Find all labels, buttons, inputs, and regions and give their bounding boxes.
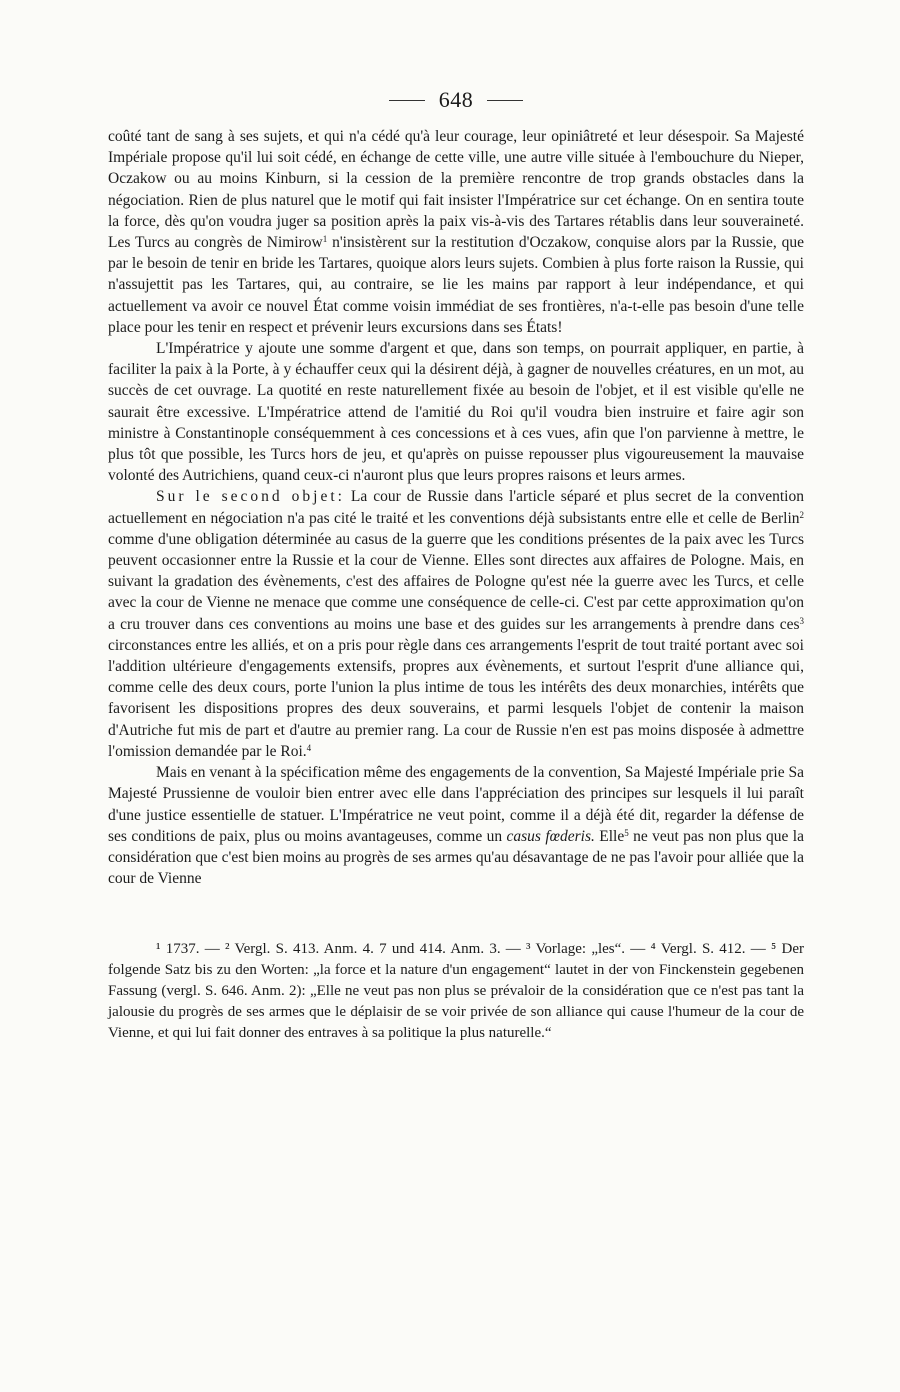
paragraph-1-text-cont: n'insistèrent sur la restitution d'Oczakow, conquise alors par la Russie, que par le besoin de tenir en bride les Tartares, quoique alors leurs sujets. Combien à plus forte raison la Russie, qui n'assujettit pas les Tartares, qui, au contraire, se lie les mains par rapport à leur indépendance, et qui actuellement va avoir ce nouvel État comme voisin immédiat de ses frontières, n'a-t-elle pas besoin d'une telle place pour les tenir en respect et prévenir leurs excursions dans ses États! bbox=[108, 234, 804, 336]
footnote-ref-1: 1 bbox=[322, 234, 328, 245]
footnote-ref-3: 3 bbox=[799, 615, 804, 626]
paragraph-4 bbox=[108, 762, 804, 889]
page-header bbox=[108, 84, 804, 116]
paragraph-1-text: coûté tant de sang à ses sujets, et qui n'a cédé qu'à leur courage, leur opiniâtreté et leur désespoir. Sa Majesté Impériale propose qu'il lui soit cédé, en échange de cette ville, une autre ville située à l'embouchure du Nieper, Oczakow ou au moins Kinburn, si la cession de la première rencontre de trop grands obstacles dans la négociation. Rien de plus naturel que le motif qui fait insister l'Impératrice sur cet échange. On en sentira toute la force, dès qu'on voudra juger sa position après la paix vis-à-vis des Tartares rétablis dans leur souveraineté. Les Turcs au congrès de Nimirow bbox=[108, 128, 804, 252]
paragraph-2: L'Impératrice y ajoute une somme d'argent et que, dans son temps, on pourrait appliquer, en partie, à faciliter la paix à la Porte, à y échauffer ceux qui la désirent déjà, à gagner de nouvelles créatures, en un mot, au succès de cet ouvrage. La quotité en reste naturellement fixée au besoin de l'objet, et il est visible qu'elle ne saurait être excessive. L'Impératrice attend de l'amitié du Roi qu'il voudra bien instruire et faire agir son ministre à Constantinople conséquemment à ces concessions et à ces vues, afin que l'on parvienne à mettre, le plus tôt que possible, les Turcs hors de jeu, et qu'après on puisse repousser plus vigoureusement la mauvaise volonté des Autrichiens, quand ceux-ci n'auront plus que leurs propres raisons et leurs armes. bbox=[108, 340, 804, 485]
paragraph-3 bbox=[108, 486, 804, 762]
document-page bbox=[108, 84, 804, 1043]
paragraph-1 bbox=[108, 126, 804, 338]
header-rule-left bbox=[389, 100, 425, 101]
paragraph-3-text: La cour de Russie dans l'article séparé et plus secret de la convention actuellement en négociation n'a pas cité le traité et les conventions déjà subsistants entre elle et celle de Berlin bbox=[108, 488, 804, 527]
paragraph-4-text-cont-2: ne veut pas non plus que la considération que c'est bien moins au progrès de ses armes qu'au désavantage de ne pas l'avoir pour alliée que la cour de Vienne bbox=[108, 827, 804, 888]
footnote-ref-5: 5 bbox=[624, 827, 629, 838]
paragraph-4-text: Mais en venant à la spécification même des engagements de la convention, Sa Majesté Impériale prie Sa Majesté Prussienne de vouloir bien entrer avec elle dans l'appréciation des principes sur lesquels il lui paraît d'une justice essentielle de statuer. L'Impératrice ne veut point, comme il a déjà été dit, regarder la défense de ses conditions de paix, plus ou moins avantageuses, comme un bbox=[108, 764, 804, 845]
footnotes bbox=[108, 939, 804, 1043]
section-lead: Sur le second objet: bbox=[156, 488, 345, 506]
body-text bbox=[108, 126, 804, 889]
paragraph-3-text-cont-2: circonstances entre les alliés, et on a pris pour règle dans ces arrangements l'esprit de tout traité portant avec soi l'addition ultérieure d'engagements extensifs, propres aux évènements, et surtout l'esprit d'une alliance qui, comme celle des deux cours, porte l'union la plus intime de tous les intérêts des deux monarchies, intérêts que favorisent les dispositions propres des deux souverains, et parmi lesquels l'objet de contenir la maison d'Autriche fut mis de part et d'autre au premier rang. La cour de Russie n'en est pas moins disposée à admettre l'omission demandée par le Roi. bbox=[108, 636, 804, 760]
footnote-ref-4: 4 bbox=[306, 742, 312, 753]
page-number: 648 bbox=[438, 87, 474, 112]
latin-term: casus fœderis. bbox=[506, 827, 595, 845]
footnotes-text: ¹ 1737. — ² Vergl. S. 413. Anm. 4. 7 und 414. Anm. 3. — ³ Vorlage: „les“. — ⁴ Vergl. S. 412. — ⁵ Der folgende Satz bis zu den Worten: „la force et la nature d'un engagement“ lautet in der von Finckenstein gegebenen Fassung (vergl. S. 646. Anm. 2): „Elle ne veut pas non plus se prévaloir de la considération que ce n'est pas tant la jalousie du progrès de ses armes que le déplaisir de se voir privée de son alliance qui cause l'humeur de la cour de Vienne, et qui lui fait donner des entraves à sa politique la plus naturelle.“ bbox=[108, 941, 804, 1041]
header-rule-right bbox=[487, 100, 523, 101]
paragraph-4-text-cont: Elle bbox=[594, 827, 625, 845]
footnote-ref-2: 2 bbox=[799, 509, 804, 520]
paragraph-3-text-cont: comme d'une obligation déterminée au casus de la guerre que les conditions présentes de la paix avec les Turcs peuvent occasionner entre la Russie et la cour de Vienne. Elles sont directes aux affaires de Pologne. Mais, en suivant la gradation des évènements, c'est des affaires de Pologne qu'est née la guerre avec les Turcs, et celle avec la cour de Vienne ne menace que comme une conséquence de celle-ci. C'est par cette approximation qu'on a cru trouver dans ces conventions au moins une base et des guides sur les arrangements à prendre dans ces bbox=[108, 530, 804, 633]
